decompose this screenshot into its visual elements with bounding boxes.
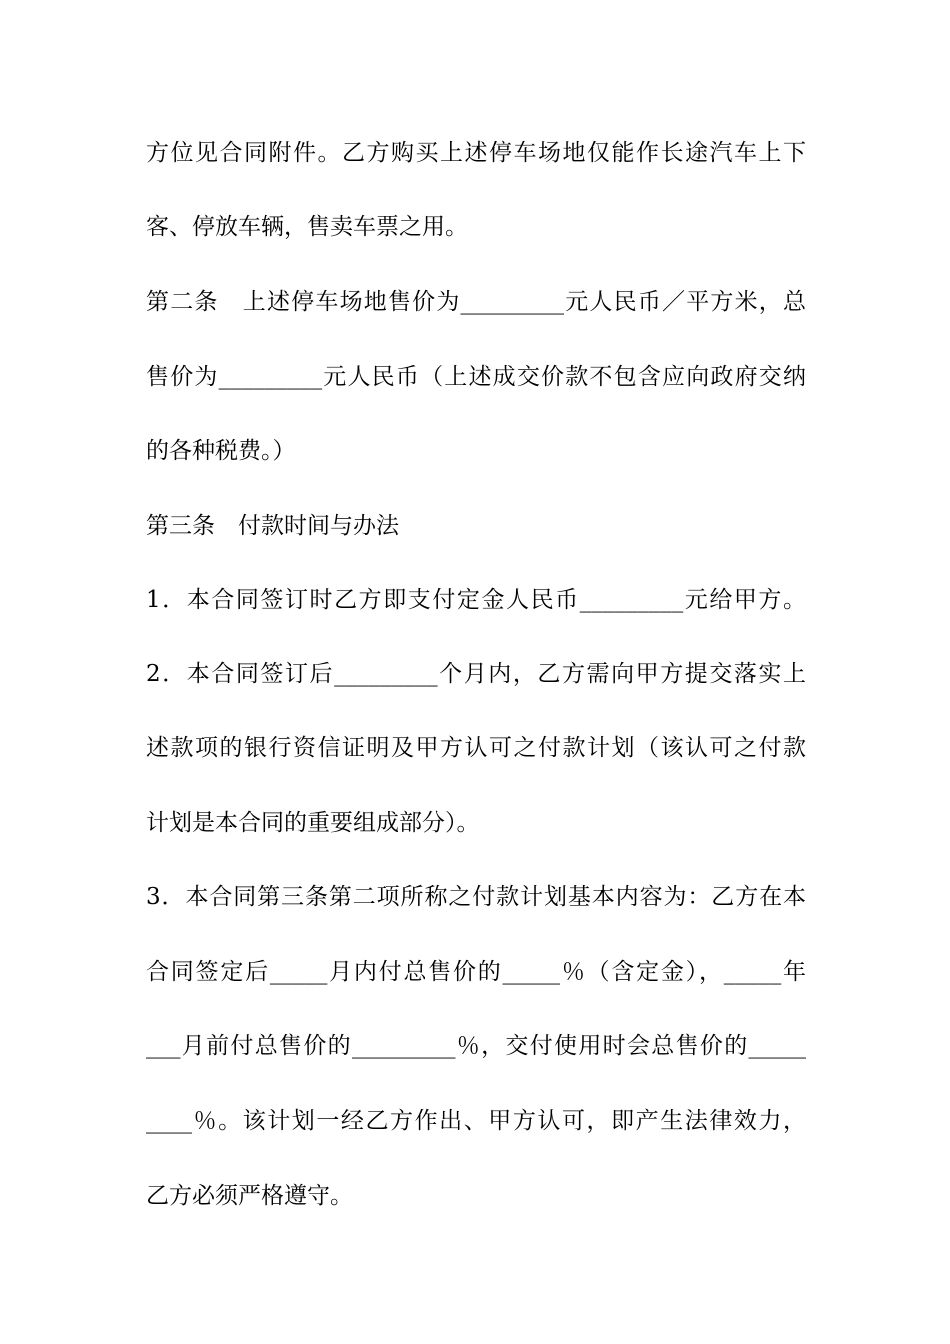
paragraph-line: 乙方必须严格遵守。: [146, 1183, 353, 1209]
clause-3-heading: 第三条 付款时间与办法: [146, 513, 399, 539]
paragraph-line: 合同签定后_____月内付总售价的_____％（含定金），_____年: [146, 959, 806, 985]
paragraph-line: ___月前付总售价的_________％，交付使用时会总售价的_____: [146, 1033, 806, 1059]
paragraph-line: 客、停放车辆，售卖车票之用。: [146, 214, 468, 240]
paragraph-line: ____％。该计划一经乙方作出、甲方认可，即产生法律效力，: [146, 1108, 806, 1134]
paragraph-line: 述款项的银行资信证明及甲方认可之付款计划（该认可之付款: [146, 735, 806, 761]
item-1-line: 1．本合同签订时乙方即支付定金人民币_________元给甲方。: [146, 587, 806, 613]
clause-2-line: 第二条 上述停车场地售价为_________元人民币／平方米，总: [146, 289, 806, 315]
paragraph-line: 方位见合同附件。乙方购买上述停车场地仅能作长途汽车上下: [146, 140, 806, 166]
item-2-line: 2．本合同签订后_________个月内，乙方需向甲方提交落实上: [146, 661, 806, 687]
paragraph-line: 售价为_________元人民币（上述成交价款不包含应向政府交纳: [146, 364, 806, 390]
paragraph-line: 计划是本合同的重要组成部分）。: [146, 810, 480, 836]
item-3-line: 3．本合同第三条第二项所称之付款计划基本内容为：乙方在本: [146, 884, 806, 910]
paragraph-line: 的各种税费。）: [146, 438, 296, 464]
